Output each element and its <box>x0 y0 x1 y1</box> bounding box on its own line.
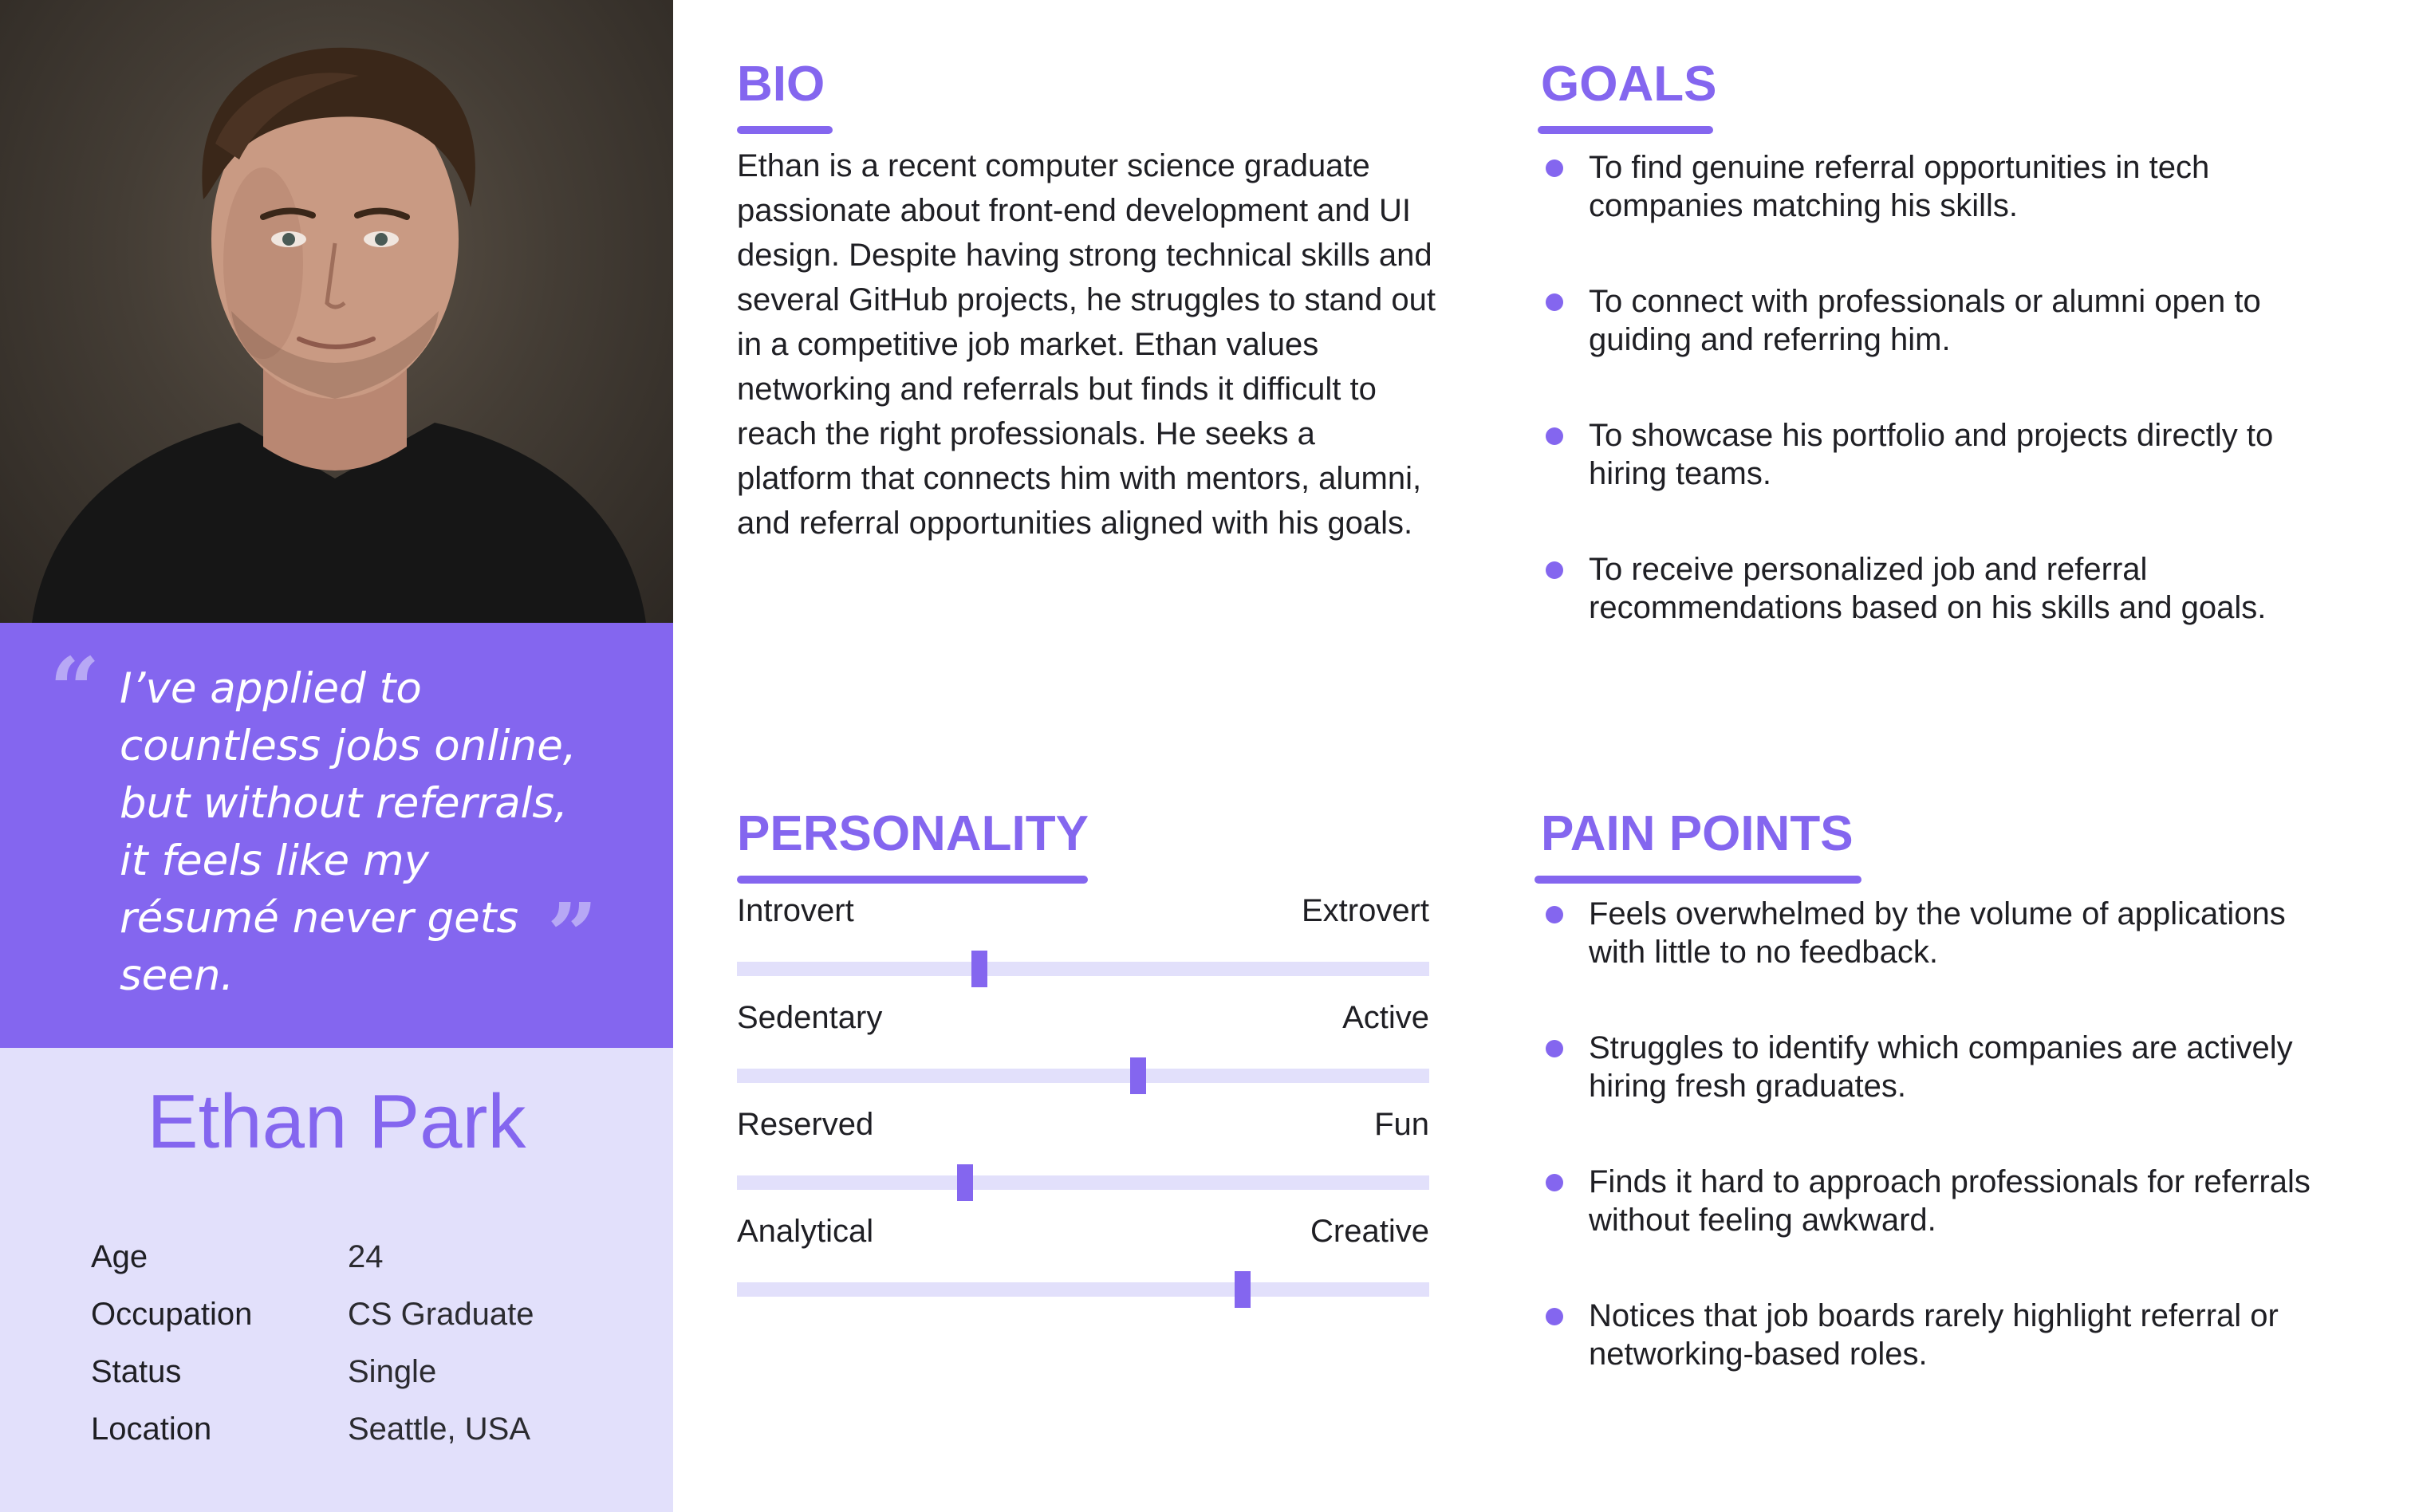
detail-row-status <box>91 1343 534 1400</box>
trait-right-label: Fun <box>1374 1107 1429 1142</box>
detail-label: Location <box>91 1411 212 1447</box>
trait-slider-thumb[interactable] <box>957 1164 973 1201</box>
trait-left-label: Introvert <box>737 893 854 928</box>
persona-card <box>0 0 673 1512</box>
goal-item: To connect with professionals or alumni open to guiding and referring him. <box>1538 282 2335 359</box>
trait-left-label: Reserved <box>737 1107 874 1142</box>
detail-value: Seattle, USA <box>348 1411 531 1447</box>
goal-item: To receive personalized job and referral recommendations based on his skills and goals. <box>1538 550 2335 627</box>
trait-slider-thumb[interactable] <box>971 951 987 987</box>
goals-underline <box>1538 126 1713 134</box>
bullet-icon <box>1546 1040 1563 1057</box>
trait-track <box>737 1282 1429 1297</box>
trait-track <box>737 962 1429 976</box>
trait-analytical-creative <box>737 1214 1429 1250</box>
trait-left-label: Analytical <box>737 1214 874 1249</box>
persona-quote: I’ve applied to countless jobs online, but without referrals, it feels like my résumé never gets seen. <box>120 664 577 1000</box>
goals-heading: GOALS <box>1541 57 1717 112</box>
trait-reserved-fun <box>737 1107 1429 1143</box>
detail-row-location <box>91 1400 534 1458</box>
detail-row-occupation <box>91 1286 534 1343</box>
bullet-icon <box>1546 293 1563 311</box>
trait-sedentary-active <box>737 1000 1429 1036</box>
profile-photo <box>0 0 673 623</box>
trait-track <box>737 1175 1429 1190</box>
bio-underline <box>737 126 833 134</box>
details-table <box>91 1228 534 1458</box>
pain-point-item: Feels overwhelmed by the volume of applications with little to no feedback. <box>1538 895 2335 971</box>
bio-text: Ethan is a recent computer science graduate passionate about front-end development and UI design. Despite having strong technical skills and several GitHub projects, he struggles to stand out in a competitive job market. Ethan values networking and referrals but finds it difficult to reach the right professionals. He seeks a platform that connects him with mentors, alumni, and referral opportunities aligned with his goals. <box>737 148 1436 541</box>
trait-left-label: Sedentary <box>737 1000 883 1035</box>
personality-underline <box>737 876 1088 884</box>
trait-track <box>737 1069 1429 1083</box>
trait-right-label: Creative <box>1310 1214 1429 1249</box>
detail-row-age <box>91 1228 534 1286</box>
bullet-icon <box>1546 427 1563 445</box>
bio-heading: BIO <box>737 57 825 112</box>
trait-slider-thumb[interactable] <box>1235 1271 1251 1308</box>
personality-heading: PERSONALITY <box>737 806 1089 861</box>
detail-value: CS Graduate <box>348 1296 534 1332</box>
portrait-illustration <box>0 0 673 623</box>
detail-label: Status <box>91 1353 182 1389</box>
detail-value: 24 <box>348 1238 384 1274</box>
goal-item: To showcase his portfolio and projects directly to hiring teams. <box>1538 416 2335 493</box>
bullet-icon <box>1546 1308 1563 1325</box>
trait-introvert-extrovert <box>737 893 1429 929</box>
persona-name: Ethan Park <box>147 1079 526 1164</box>
close-quote-icon: ” <box>547 884 598 986</box>
goal-item: To find genuine referral opportunities in tech companies matching his skills. <box>1538 148 2335 225</box>
trait-right-label: Extrovert <box>1301 893 1429 928</box>
pain-point-item: Finds it hard to approach professionals for referrals without feeling awkward. <box>1538 1163 2335 1239</box>
pain-point-item: Struggles to identify which companies are actively hiring fresh graduates. <box>1538 1029 2335 1105</box>
trait-slider-thumb[interactable] <box>1130 1057 1146 1094</box>
detail-label: Occupation <box>91 1296 253 1332</box>
bullet-icon <box>1546 159 1563 177</box>
open-quote-icon: “ <box>49 638 100 741</box>
pain-points-heading: PAIN POINTS <box>1541 806 1854 861</box>
pain-points-underline <box>1534 876 1861 884</box>
trait-right-label: Active <box>1342 1000 1429 1035</box>
bullet-icon <box>1546 906 1563 923</box>
detail-value: Single <box>348 1353 437 1389</box>
pain-point-item: Notices that job boards rarely highlight referral or networking-based roles. <box>1538 1297 2335 1373</box>
bullet-icon <box>1546 561 1563 579</box>
detail-label: Age <box>91 1238 148 1274</box>
bullet-icon <box>1546 1174 1563 1191</box>
